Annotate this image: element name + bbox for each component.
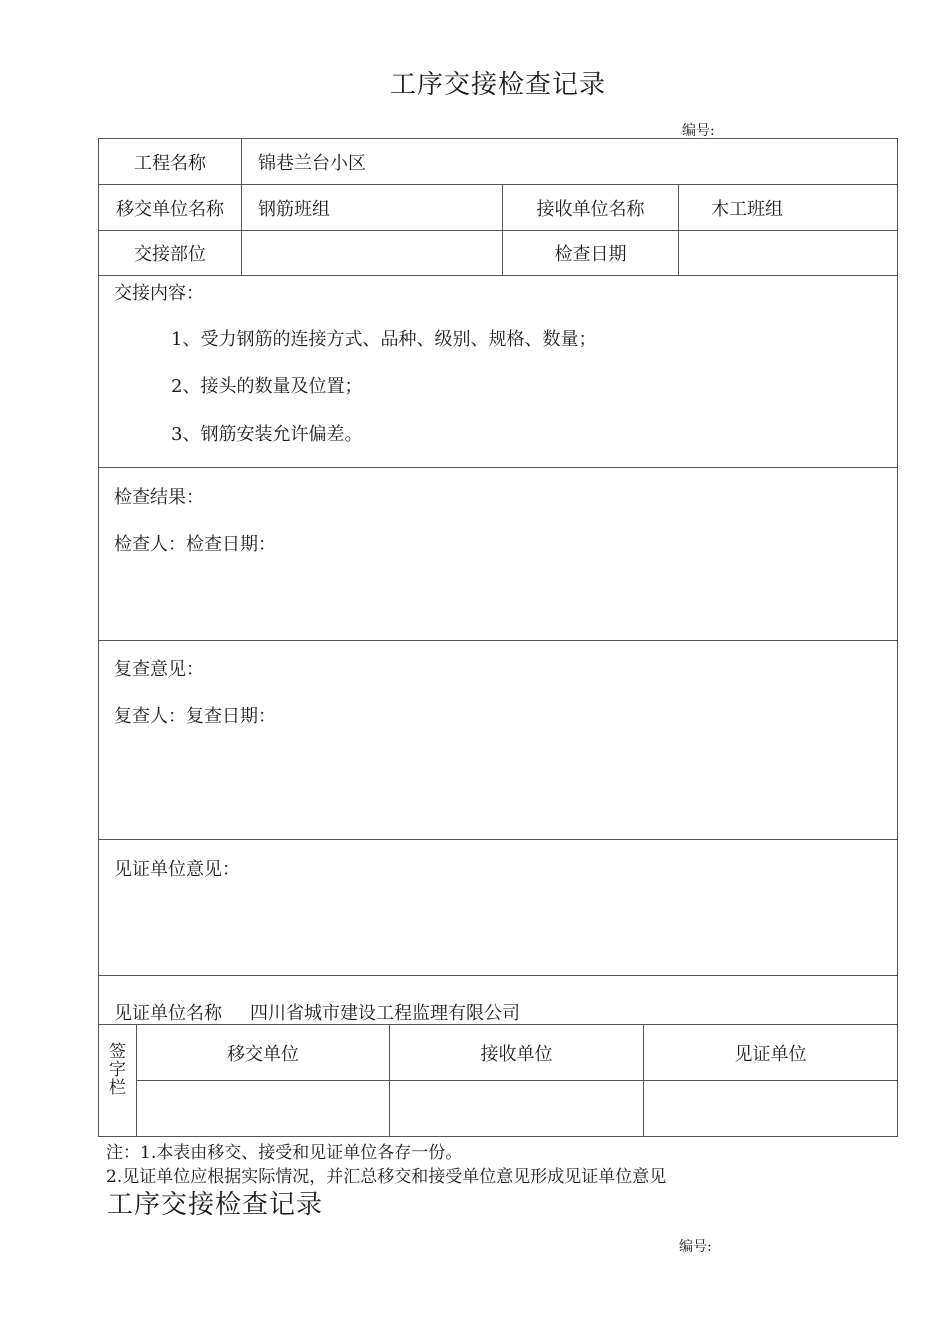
- content-item-3: 3、钢筋安装允许偏差。: [171, 424, 363, 445]
- content-item-2: 2、接头的数量及位置；: [171, 376, 363, 397]
- note-2: 2.见证单位应根据实际情况，并汇总移交和接受单位意见形成见证单位意见: [106, 1167, 667, 1187]
- inspector-line: 检查人：检查日期：: [114, 534, 276, 555]
- document-title: 工序交接检查记录: [389, 70, 606, 100]
- check-date-value: [679, 231, 898, 276]
- transfer-unit-value: 钢筋班组: [242, 185, 503, 231]
- handover-part-value: [242, 231, 503, 276]
- serial-number-label: 编号:: [682, 123, 715, 139]
- witness-name-row: [99, 976, 898, 1026]
- sign-header-receive: 接收单位: [390, 1025, 644, 1081]
- project-name-label: 工程名称: [99, 139, 242, 185]
- witness-opinion-label: 见证单位意见：: [114, 859, 240, 880]
- check-date-label: 检查日期: [503, 231, 679, 276]
- project-name-value: 锦巷兰台小区: [242, 139, 898, 185]
- handover-content-section: [99, 276, 898, 468]
- witness-name-value: 四川省城市建设工程监理有限公司: [250, 1002, 520, 1024]
- record-table: [98, 138, 898, 1026]
- check-result-section: [99, 468, 898, 641]
- review-section: [99, 641, 898, 840]
- transfer-unit-label: 移交单位名称: [99, 185, 242, 231]
- signature-vertical-label: 签字栏: [109, 1042, 126, 1098]
- signature-table: [98, 1024, 898, 1137]
- note-1: 注：1.本表由移交、接受和见证单位各存一份。: [106, 1143, 463, 1163]
- sign-cell-witness: [644, 1081, 898, 1137]
- handover-content-label: 交接内容：: [114, 283, 204, 304]
- sign-cell-transfer: [137, 1081, 390, 1137]
- sign-header-witness: 见证单位: [644, 1025, 898, 1081]
- check-result-label: 检查结果：: [114, 487, 204, 508]
- next-page-title: 工序交接检查记录: [107, 1190, 324, 1220]
- reviewer-line: 复查人：复查日期：: [114, 706, 276, 727]
- receive-unit-label: 接收单位名称: [503, 185, 679, 231]
- signature-column-label: [99, 1025, 137, 1137]
- witness-opinion-section: [99, 840, 898, 976]
- receive-unit-value: 木工班组: [679, 185, 898, 231]
- content-item-1: 1、受力钢筋的连接方式、品种、级别、规格、数量；: [171, 329, 597, 350]
- witness-name-label: 见证单位名称: [114, 1002, 222, 1024]
- sign-header-transfer: 移交单位: [137, 1025, 390, 1081]
- sign-cell-receive: [390, 1081, 644, 1137]
- handover-part-label: 交接部位: [99, 231, 242, 276]
- review-label: 复查意见：: [114, 659, 204, 680]
- next-page-serial-label: 编号:: [679, 1239, 712, 1255]
